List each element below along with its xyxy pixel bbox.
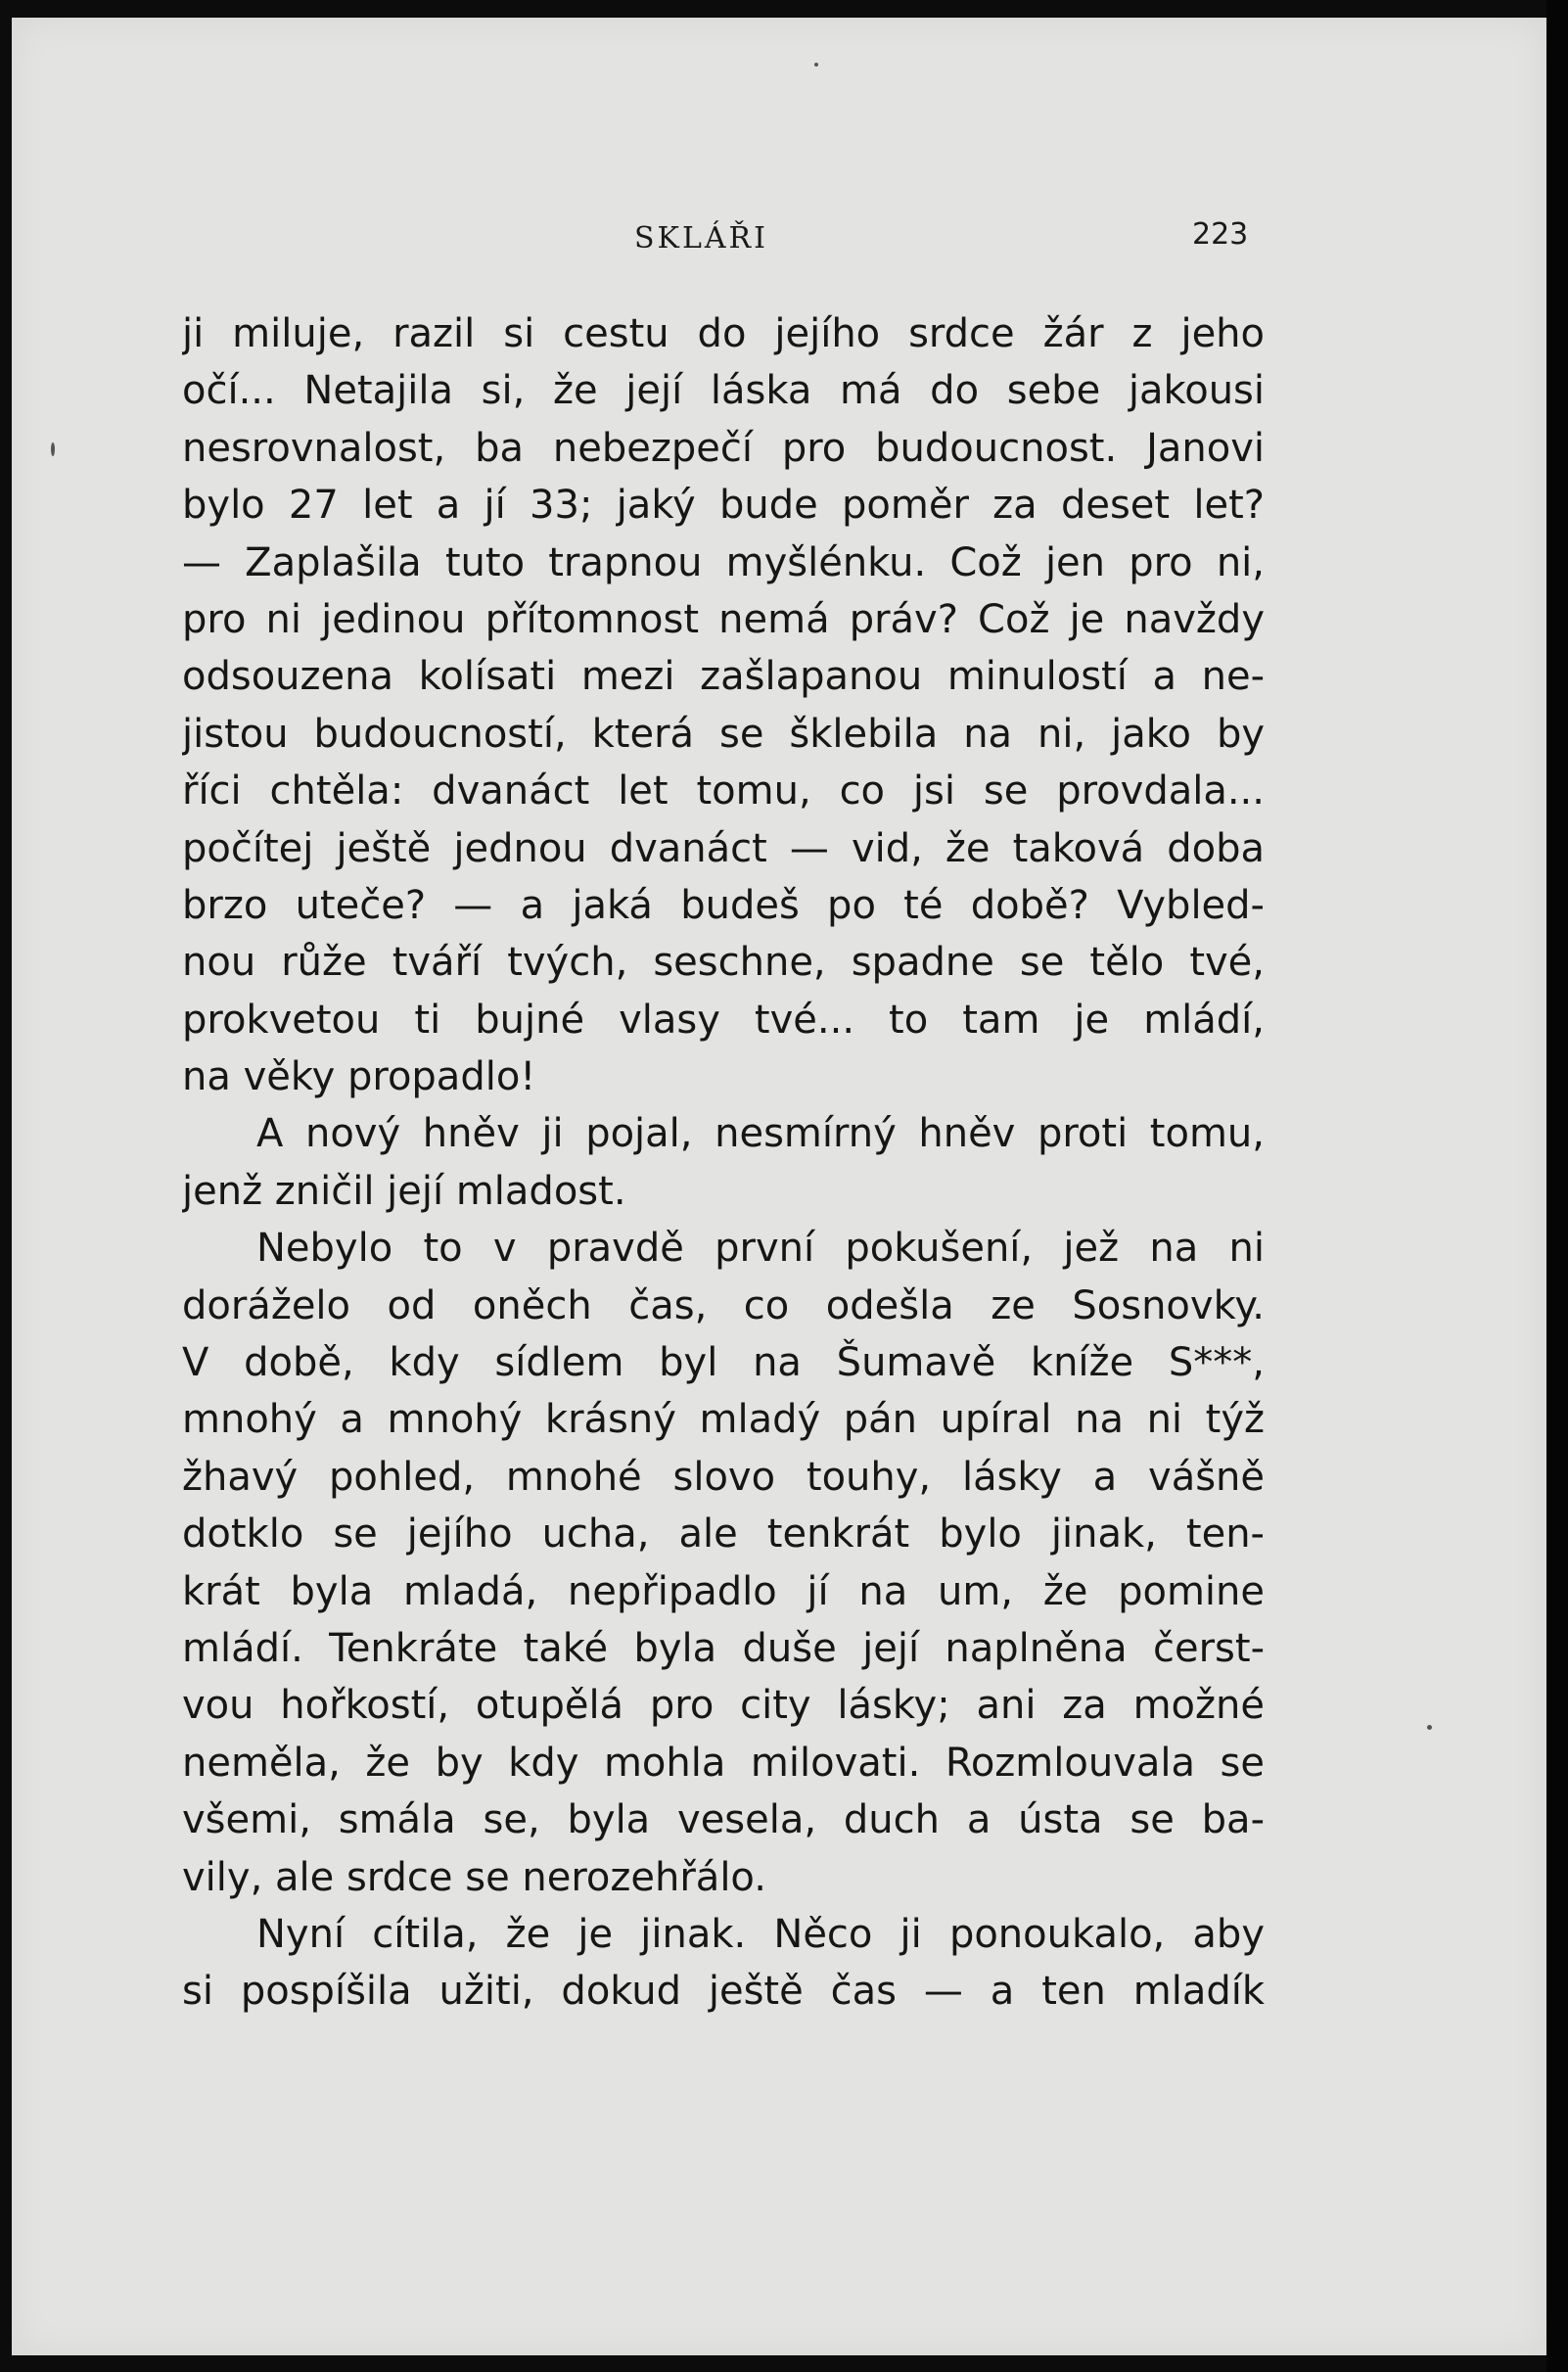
text-line: dotklo se jejího ucha, ale tenkrát bylo jinak, ten- — [182, 1512, 1265, 1558]
text-line: jistou budoucností, která se šklebila na ni, jako by — [182, 711, 1265, 757]
text-line: ji miluje, razil si cestu do jejího srdce žár z jeho — [182, 311, 1265, 356]
text-line: žhavý pohled, mnohé slovo touhy, lásky a vášně — [182, 1454, 1265, 1500]
text-line: krát byla mladá, nepřipadlo jí na um, že pomine — [182, 1568, 1265, 1614]
scan-speck — [814, 63, 818, 67]
text-line: všemi, smála se, byla vesela, duch a ústa se ba- — [182, 1797, 1265, 1843]
text-line: neměla, že by kdy mohla milovati. Rozmlouvala se — [182, 1740, 1265, 1786]
text-line: odsouzena kolísati mezi zašlapanou minulostí a ne- — [182, 654, 1265, 700]
text-line: bylo 27 let a jí 33; jaký bude poměr za deset let? — [182, 483, 1265, 529]
text-line: V době, kdy sídlem byl na Šumavě kníže S***, — [182, 1340, 1265, 1386]
text-line: počítej ještě jednou dvanáct — vid, že taková doba — [182, 825, 1265, 871]
text-line: A nový hněv ji pojal, nesmírný hněv proti tomu, — [256, 1111, 1265, 1157]
scan-speck — [51, 442, 55, 456]
scan-speck — [1427, 1725, 1432, 1730]
page-number: 223 — [1192, 217, 1249, 252]
text-line: očí... Netajila si, že její láska má do sebe jakousi — [182, 368, 1265, 414]
text-line: na věky propadlo! — [182, 1054, 536, 1100]
body-text — [182, 305, 1265, 2021]
text-line: vily, ale srdce se nerozehřálo. — [182, 1854, 766, 1900]
text-line: mnohý a mnohý krásný mladý pán upíral na ni týž — [182, 1397, 1265, 1443]
text-line: nesrovnalost, ba nebezpečí pro budoucnost. Janovi — [182, 425, 1265, 471]
scan-edge — [1546, 0, 1568, 2372]
text-line: prokvetou ti bujné vlasy tvé... to tam je mládí, — [182, 997, 1265, 1043]
text-line: mládí. Tenkráte také byla duše její naplněna čerst- — [182, 1625, 1265, 1671]
text-line: doráželo od oněch čas, co odešla ze Sosnovky. — [182, 1282, 1265, 1328]
text-line: — Zaplašila tuto trapnou myšlénku. Což jen pro ni, — [182, 539, 1265, 585]
text-line: si pospíšila užiti, dokud ještě čas — a ten mladík — [182, 1969, 1265, 2015]
text-line: říci chtěla: dvanáct let tomu, co jsi se provdala... — [182, 768, 1265, 814]
text-line: Nebylo to v pravdě první pokušení, jež na ni — [256, 1226, 1265, 1272]
page-header — [0, 217, 1568, 256]
text-line: pro ni jedinou přítomnost nemá práv? Což je navždy — [182, 596, 1265, 642]
text-line: nou růže tváří tvých, seschne, spadne se tělo tvé, — [182, 940, 1265, 986]
text-line: jenž zničil její mladost. — [182, 1168, 626, 1214]
text-line: Nyní cítila, že je jinak. Něco ji ponoukalo, aby — [256, 1911, 1265, 1957]
text-line: brzo uteče? — a jaká budeš po té době? Vybled- — [182, 882, 1265, 928]
text-line: vou hořkostí, otupělá pro city lásky; ani za možné — [182, 1683, 1265, 1729]
running-title: SKLÁŘI — [634, 221, 768, 256]
